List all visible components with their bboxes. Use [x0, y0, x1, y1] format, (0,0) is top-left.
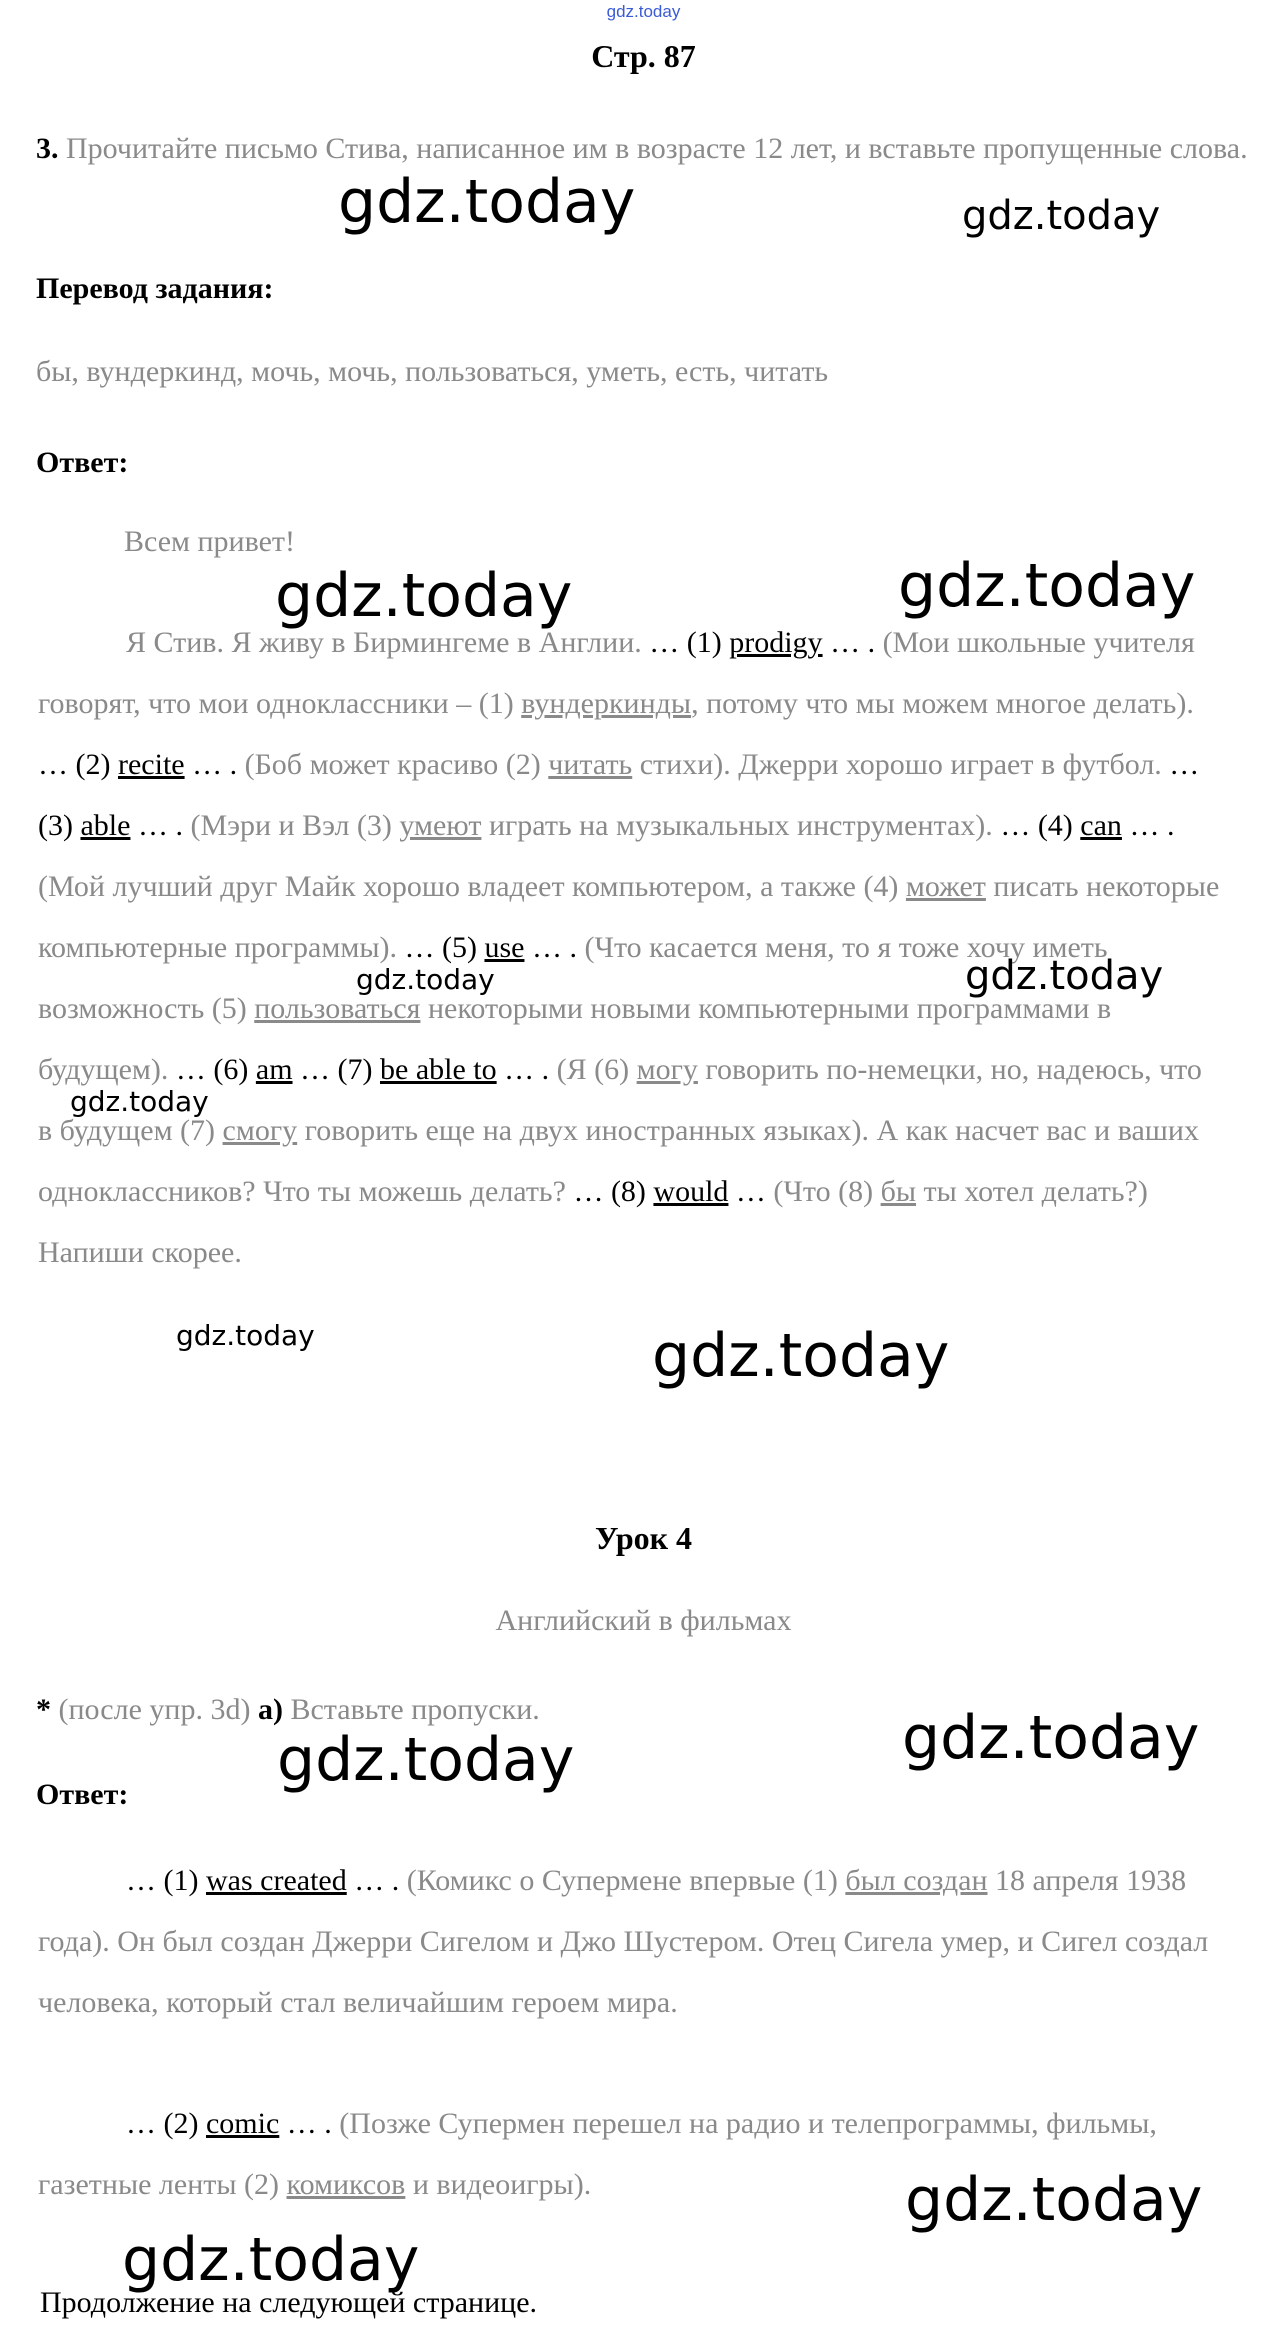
watermark: gdz.today — [122, 2225, 420, 2295]
lesson-task: * (после упр. 3d) а) Вставьте пропуски. — [36, 1693, 540, 1726]
answer-word: am — [255, 1053, 293, 1086]
watermark: gdz.today — [356, 963, 495, 996]
watermark: gdz.today — [275, 561, 573, 631]
exercise-number: 3. — [36, 132, 59, 165]
watermark: gdz.today — [965, 953, 1164, 999]
translation-text: бы, вундеркинд, мочь, мочь, пользоваться, уметь, есть, читать — [36, 355, 829, 388]
answer-word: would — [653, 1175, 729, 1208]
answer-word: can — [1080, 809, 1122, 842]
watermark: gdz.today — [70, 1085, 209, 1118]
answer-word: prodigy — [729, 626, 823, 659]
answer-label: Ответ: — [36, 446, 129, 479]
watermark: gdz.today — [962, 193, 1161, 239]
watermark: gdz.today — [652, 1321, 950, 1391]
exercise-instruction-text: Прочитайте письмо Стива, написанное им в возрасте 12 лет, и вставьте пропущенные слова. — [66, 132, 1248, 165]
task-star: * — [36, 1693, 51, 1726]
lesson-subtitle: Английский в фильмах — [495, 1604, 792, 1637]
watermark: gdz.today — [338, 167, 636, 237]
answer-word: was created — [205, 1864, 347, 1897]
watermark: gdz.today — [898, 551, 1196, 621]
continued-note: Продолжение на следующей странице. — [40, 2286, 538, 2319]
watermark: gdz.today — [905, 2165, 1203, 2235]
letter-body: Я Стив. Я живу в Бирмингеме в Англии. … (1) prodigy … . (Мои школьные учителя говорят, что мои одноклассники – (1) вундеркинды, потому что мы можем многое делать). … (2) recite … . (Боб может красиво (2) читать стихи). Джерри хорошо играет в футбол. … (3) able … . (Мэри и Вэл (3) умеют играть на музыкальных инструментах). … (4) can … . (Мой лучший друг Майк хорошо владеет компьютером, а также (4) может писать некоторые компьютерные программы). … (5) use … . (Что касается меня, то я тоже хочу иметь возможность (5) пользоваться некоторыми новыми компьютерными программами в будущем). … (6) am … (7) be able to … . (Я (6) могу говорить по-немецки, но, надеюсь, что в будущем (7) смогу говорить еще на двух иностранных языках). А как насчет вас и ваших одноклассников? Что ты можешь делать? … (8) would … (Что (8) бы ты хотел делать?) Напиши скорее. — [38, 626, 1220, 1269]
watermark: gdz.today — [176, 1319, 315, 1352]
lesson-answer-label: Ответ: — [36, 1778, 129, 1811]
page-title: Стр. 87 — [591, 38, 696, 74]
watermark: gdz.today — [902, 1703, 1200, 1773]
answer-word: able — [80, 809, 131, 842]
answer-word: comic — [205, 2107, 280, 2140]
letter-greeting: Всем привет! — [124, 525, 296, 558]
translation-label: Перевод задания: — [36, 272, 274, 305]
answer-word: be able to — [380, 1053, 497, 1086]
answer-word: recite — [117, 748, 185, 781]
lesson-paragraph-1: … (1) was created … . (Комикс о Супермене впервые (1) был создан 18 апреля 1938 года). Он был создан Джерри Сигелом и Джо Шустером. Отец Сигела умер, и Сигел создал человека, который стал величайшим героем мира. — [38, 1864, 1209, 2019]
answer-word: use — [484, 931, 525, 964]
lesson-paragraph-2: … (2) comic … . (Позже Супермен перешел на радио и телепрограммы, фильмы, газетные ленты (2) комиксов и видеоигры). — [38, 2107, 1157, 2201]
exercise-instruction — [36, 118, 1251, 179]
watermark-top: gdz.today — [606, 2, 681, 21]
lesson-title: Урок 4 — [594, 1520, 693, 1556]
watermark: gdz.today — [277, 1725, 575, 1795]
